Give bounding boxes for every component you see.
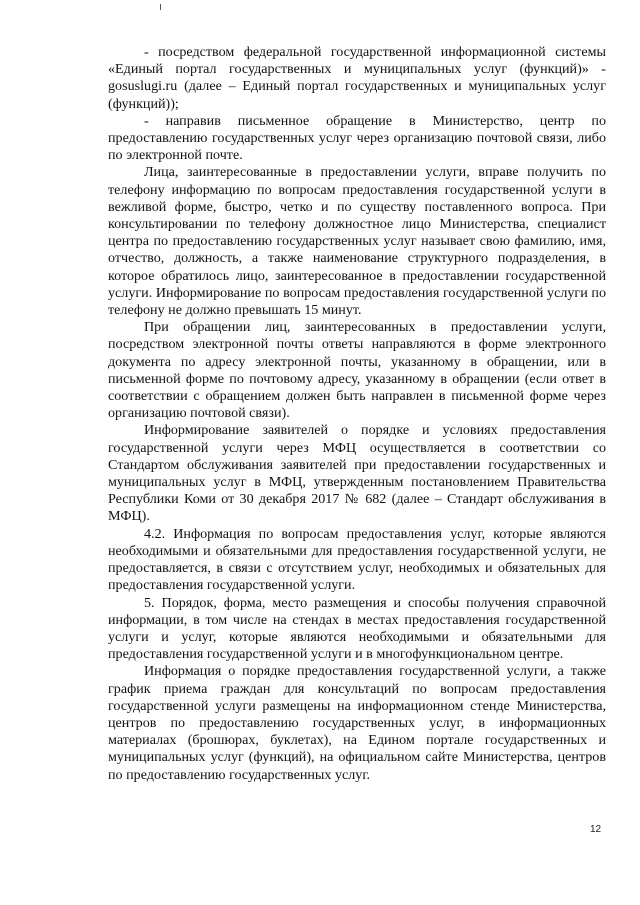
paragraph-phone-info: Лица, заинтересованные в предоставлении услуги, вправе получить по телефону информацию по вопросам предоставления государственной услуги в вежливой форме, быстро, четко и по существу поставленного вопроса. При консультировании по телефону должностное лицо Министерства, специалист центра по предоставлению государственных услуг называет свою фамилию, имя, отчество, должность, а также наименование структурного подразделения, в которое обратилось лицо, заинтересованное в предоставлении государственной услуги. Информирование по вопросам предоставления государственной услуги по телефону не должно превышать 15 минут.	[108, 164, 606, 319]
paragraph-email-info: При обращении лиц, заинтересованных в предоставлении услуги, посредством электронной почты ответы направляются в форме электронного документа по адресу электронной почты, указанному в обращении, или в письменной форме по почтовому адресу, указанному в обращении (если ответ в соответствии с обращением должен быть направлен в письменной форме через организацию почтовой связи).	[108, 319, 606, 422]
document-body	[108, 44, 606, 784]
paragraph-section-4-2: 4.2. Информация по вопросам предоставления услуг, которые являются необходимыми и обязательными для предоставления государственной услуги, не предоставляется, в связи с отсутствием услуг, необходимых и обязательных для предоставления государственной услуги.	[108, 525, 606, 594]
page-number: 12	[590, 824, 602, 835]
paragraph-info-placement: Информация о порядке предоставления государственной услуги, а также график приема граждан для консультаций по вопросам предоставления государственной услуги размещены на информационном стенде Министерства, центров по предоставлению государственных услуг, в информационных материалах (брошюрах, буклетах), на Едином портале государственных и муниципальных услуг (функций), на официальном сайте Министерства, центров по предоставлению государственных услуг.	[108, 663, 606, 783]
scan-mark	[160, 4, 161, 10]
paragraph-section-5: 5. Порядок, форма, место размещения и способы получения справочной информации, в том числе на стендах в местах предоставления государственной услуги и услуг, которые являются необходимыми и обязательными для предоставления государственной услуги и в многофункциональном центре.	[108, 594, 606, 663]
paragraph-written-request: - направив письменное обращение в Министерство, центр по предоставлению государственных услуг через организацию почтовой связи, либо по электронной почте.	[108, 112, 606, 164]
paragraph-epgu: - посредством федеральной государственной информационной системы «Единый портал государственных и муниципальных услуг (функций)» - gosuslugi.ru (далее – Единый портал государственных и муниципальных услуг (функций));	[108, 44, 606, 112]
paragraph-mfc-info: Информирование заявителей о порядке и условиях предоставления государственной услуги через МФЦ осуществляется в соответствии со Стандартом обслуживания заявителей при предоставлении государственных и муниципальных услуг в МФЦ, утвержденным постановлением Правительства Республики Коми от 30 декабря 2017 № 682 (далее – Стандарт обслуживания в МФЦ).	[108, 422, 606, 525]
